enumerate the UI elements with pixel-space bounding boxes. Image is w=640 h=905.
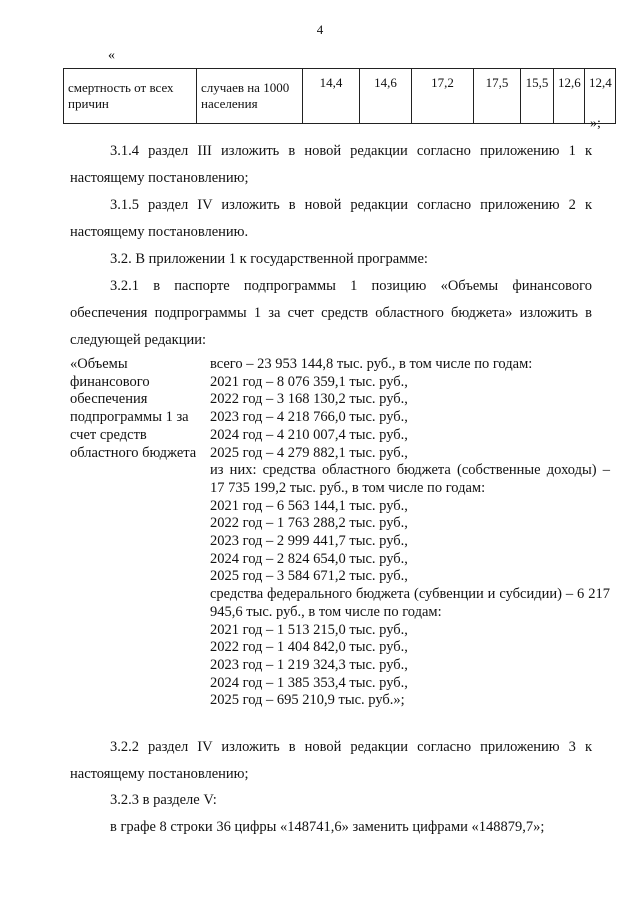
paragraph-3-2-2: 3.2.2 раздел IV изложить в новой редакции согласно приложению 3 к настоящему постановлению; — [70, 739, 592, 782]
funding-volumes-content — [210, 356, 610, 710]
value-cell: 17,5 — [474, 69, 521, 124]
unit-cell: случаев на 1000 населения — [197, 69, 303, 124]
federal-year-line: 2025 год – 695 210,9 тыс. руб.»; — [210, 692, 405, 709]
regional-year-line: 2025 год – 3 584 671,2 тыс. руб., — [210, 568, 408, 585]
value-cell: 15,5 — [521, 69, 554, 124]
page-number: 4 — [316, 22, 324, 37]
paragraph-3-1-5: 3.1.5 раздел IV изложить в новой редакции согласно приложению 2 к настоящему постановлению. — [70, 197, 592, 240]
federal-year-line: 2023 год – 1 219 324,3 тыс. руб., — [210, 656, 408, 673]
indicator-name-cell: смертность от всех причин — [64, 69, 197, 124]
regional-year-line: 2021 год – 6 563 144,1 тыс. руб., — [210, 497, 408, 514]
quote-open-mark: « — [108, 48, 115, 63]
regional-year-line: 2023 год – 2 999 441,7 тыс. руб., — [210, 533, 408, 550]
value-cell: 14,6 — [360, 69, 412, 124]
total-year-line: 2024 год – 4 210 007,4 тыс. руб., — [210, 426, 408, 443]
paragraph-3-2: 3.2. В приложении 1 к государственной программе: — [110, 251, 428, 267]
paragraph-3-2-3-detail: в графе 8 строки 36 цифры «148741,6» заменить цифрами «148879,7»; — [110, 819, 545, 835]
total-year-line: 2023 год – 4 218 766,0 тыс. руб., — [210, 409, 408, 426]
value-cell: 17,2 — [412, 69, 474, 124]
total-year-line: 2022 год – 3 168 130,2 тыс. руб., — [210, 391, 408, 408]
indicator-table — [63, 68, 616, 124]
total-amount: всего – 23 953 144,8 тыс. руб., в том числе по годам: — [210, 356, 533, 372]
paragraph-3-2-3: 3.2.3 в разделе V: — [110, 792, 217, 808]
regional-year-line: 2022 год – 1 763 288,2 тыс. руб., — [210, 515, 408, 532]
federal-year-line: 2021 год – 1 513 215,0 тыс. руб., — [210, 621, 408, 638]
value-cell: 12,4 — [585, 69, 616, 124]
table-row — [64, 69, 616, 124]
total-year-line: 2025 год – 4 279 882,1 тыс. руб., — [210, 444, 408, 461]
federal-budget-amount: средства федерального бюджета (субвенции и субсидии) – 6 217 945,6 тыс. руб., в том числе по годам: — [210, 586, 610, 620]
federal-year-line: 2022 год – 1 404 842,0 тыс. руб., — [210, 639, 408, 656]
quote-close-mark: »; — [590, 116, 601, 131]
value-cell: 14,4 — [303, 69, 360, 124]
funding-volumes-label: «Объемы финансового обеспечения подпрограммы 1 за счет средств областного бюджета — [70, 356, 197, 461]
paragraph-3-2-1: 3.2.1 в паспорте подпрограммы 1 позицию «Объемы финансового обеспечения подпрограммы 1 за счет средств областного бюджета» изложить в следующей редакции: — [70, 278, 592, 348]
total-year-line: 2021 год – 8 076 359,1 тыс. руб., — [210, 373, 408, 390]
value-cell: 12,6 — [554, 69, 585, 124]
federal-year-line: 2024 год – 1 385 353,4 тыс. руб., — [210, 674, 408, 691]
paragraph-3-1-4: 3.1.4 раздел III изложить в новой редакции согласно приложению 1 к настоящему постановлению; — [70, 143, 592, 186]
regional-year-line: 2024 год – 2 824 654,0 тыс. руб., — [210, 550, 408, 567]
regional-budget-amount: из них: средства областного бюджета (собственные доходы) – 17 735 199,2 тыс. руб., в том числе по годам: — [210, 462, 610, 496]
